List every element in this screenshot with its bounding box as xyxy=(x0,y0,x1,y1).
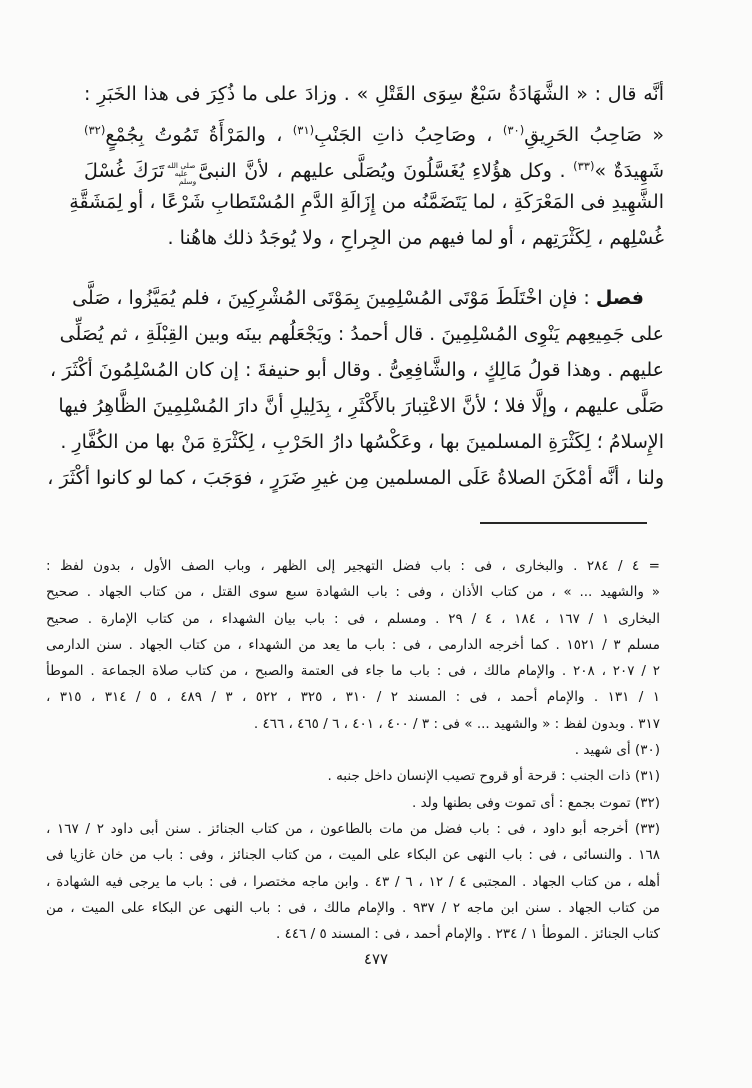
body-line-text: الشَّهِيدِ فى المَعْرَكَةِ ، لما يَتَضَمَّنُه من إِزَالَةِ الدَّمِ المُسْتَطابِ شَرْعًا ، أو لِمَشَقَّةِ xyxy=(69,191,664,213)
body-line-text: ، وصَاحِبُ ذاتِ الجَنْبِ xyxy=(314,124,503,146)
footnote-line: مسلم ٣ / ١٥٢١ . كما أخرجه الدارمى ، فى : باب ما يعد من الشهداء ، من كتاب الجهاد . سنن الدارمى xyxy=(46,636,660,653)
body-line xyxy=(59,316,664,352)
body-line xyxy=(47,460,664,496)
page-number: ٤٧٧ xyxy=(363,950,389,968)
footnote-line: ٢ / ٢٠٧ ، ٢٠٨ . والإمام مالك ، فى : باب ما جاء فى العتمة والصبح ، من كتاب صلاة الجماعة . الموطأ xyxy=(46,663,660,680)
section-heading-fasl: فصل xyxy=(595,287,644,309)
body-line xyxy=(50,352,664,388)
body-line xyxy=(84,76,664,112)
body-line-text: أنَّه قال : « الشَّهَادَةُ سَبْعٌ سِوَى القَتْلِ » . وزادَ على ما ذُكِرَ فى هذا الخَبَرِ : xyxy=(84,83,664,105)
body-line-text: غُسْلِهم ، لِكَثْرَتِهم ، أو لما فيهم من الجِراحِ ، ولا يُوجَدُ ذلك هاهُنا . xyxy=(167,227,664,249)
body-line-text: على جَمِيعِهم يَنْوِى المُسْلِمِينَ . قال أحمدُ : ويَجْعَلُهم بينَه وبين القِبْلَةِ ، ثم يُصَلِّى xyxy=(59,323,664,345)
body-line-text: « صَاحِبُ الحَرِيقِ xyxy=(524,124,664,146)
footnote-33-line: كتاب الجنائز . الموطأ ١ / ٢٣٤ . والإمام أحمد ، فى : المسند ٥ / ٤٤٦ . xyxy=(276,926,660,943)
footnote-ref-31: (٣١) xyxy=(292,123,315,137)
body-line xyxy=(69,184,664,220)
footnote-33-line: أهله ، من كتاب الجهاد . المجتبى ٤ / ١٢ ، ٦ / ٤٣ . وابن ماجه مختصرا ، فى : باب ما يرجى فيه الشهادة ، xyxy=(46,873,660,890)
footnote-line: ١ / ١٣١ . والإمام أحمد ، فى : المسند ٢ / ٣١٠ ، ٣٢٥ ، ٥٢٢ ، ٣ / ٤٨٩ ، ٥ / ٣١٤ ، ٣١٥ ، xyxy=(46,689,660,706)
body-line xyxy=(58,388,664,424)
salawat-symbol: صلى الله عليه وسلم xyxy=(167,160,197,186)
footnote-33-line: (٣٣) أخرجه أبو داود ، فى : باب فضل من مات بالطاعون ، من كتاب الجنائز . سنن أبى داود ٢ / ١٦٧ ، xyxy=(46,820,660,837)
body-line-text: صَلَّى عليهم ، وإلَّا فلا ؛ لأنَّ الاعْتِبارَ بالأَكْثَرِ ، بِدَلِيلِ أنَّ دارَ المُسْلِمِينَ الظَّاهِرُ فيها xyxy=(58,395,664,417)
body-line-text: شَهِيدَةٌ » xyxy=(594,160,664,182)
footnotes-block xyxy=(46,553,660,947)
body-line xyxy=(84,148,664,184)
body-line xyxy=(72,280,664,316)
footnote-33-line: ١٦٨ . والنسائى ، فى : باب النهى عن البكاء على الميت ، من كتاب الجنائز ، وفى : باب من خان غازيا فى xyxy=(46,847,660,864)
body-line-text: : فإن اخْتَلَطَ مَوْتَى المُسْلِمِينَ بِمَوْتَى المُشْرِكِينَ ، فلم يُمَيَّزُوا ، صَلَّى xyxy=(72,287,596,309)
footnote-33-line: من كتاب الجهاد . سنن ابن ماجه ٢ / ٩٣٧ . والإمام مالك ، فى : باب النهى عن البكاء على الميت ، من xyxy=(46,899,660,916)
footnote-ref-33: (٣٣) xyxy=(573,159,595,173)
paragraph-continuation xyxy=(69,76,664,256)
footnote-32: (٣٢) تموت بجمع : أى تموت وفى بطنها ولد . xyxy=(412,794,660,811)
footnote-line: البخارى ١ / ١٦٧ ، ١٨٤ ، ٤ / ٢٩ . ومسلم ، فى : باب بيان الشهداء ، من كتاب الإمارة . صحيح xyxy=(46,610,660,627)
footnote-line: ٣١٧ . وبدون لفظ : « والشهيد ... » فى : ٣ / ٤٠٠ ، ٤٠١ ، ٦ / ٤٦٥ ، ٤٦٦ . xyxy=(253,715,660,732)
footnote-30: (٣٠) أى شهيد . xyxy=(574,742,660,759)
body-line-text: ، والمَرْأَةُ تَمُوتُ بِجُمْعٍ xyxy=(105,124,293,146)
body-line xyxy=(60,424,664,460)
body-line-text: تَرَكَ غُسْلَ xyxy=(84,160,165,182)
body-line xyxy=(84,112,664,148)
body-line-text: ولنا ، أنَّه أمْكَنَ الصلاةُ عَلَى المسلمين مِن غيرِ ضَرَرٍ ، فوَجَبَ ، كما لو كانوا أكْثَرَ ، xyxy=(47,467,664,489)
paragraph-fasl xyxy=(47,280,664,496)
body-line xyxy=(84,220,664,256)
body-line-text: عليهم . وهذا قولُ مَالِكٍ ، والشَّافِعِىُّ . وقال أبو حنيفةَ : إن كان المُسْلِمُونَ أكْثَرَ ، xyxy=(50,359,664,381)
body-line-text: الإِسلامُ ؛ لِكَثْرَةِ المسلمينَ بها ، وعَكْسُها دارُ الحَرْبِ ، لِكَثْرَةِ مَنْ بها من الكُفَّارِ . xyxy=(60,431,664,453)
footnote-line: = ٤ / ٢٨٤ . والبخارى ، فى : باب فضل التهجير إلى الظهر ، وباب الصف الأول ، بدون لفظ : xyxy=(46,558,660,574)
footnote-separator xyxy=(480,522,647,524)
footnote-31: (٣١) ذات الجنب : قرحة أو قروح تصيب الإنسان داخل جنبه . xyxy=(327,768,660,785)
footnote-ref-32: (٣٢) xyxy=(84,123,106,137)
body-text xyxy=(47,76,664,496)
body-line-text: . وكل هؤُلاءِ يُغَسَّلُونَ ويُصَلَّى عليهم ، لأنَّ النبىَّ xyxy=(198,160,574,182)
footnote-ref-30: (٣٠) xyxy=(502,123,525,137)
footnote-line: « والشهيد ... » ، من كتاب الأذان ، وفى : باب الشهادة سبع سوى القتل ، من كتاب الجهاد . صحيح xyxy=(46,584,660,601)
